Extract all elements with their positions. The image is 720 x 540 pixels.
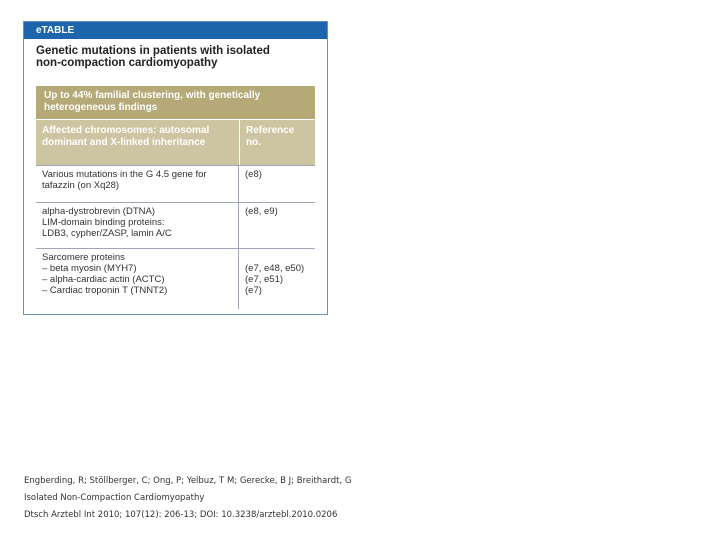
row-description — [36, 203, 239, 248]
header-line: no. — [246, 136, 261, 148]
row-reference — [239, 166, 315, 202]
header-line: dominant and X-linked inheritance — [42, 136, 206, 148]
cell-line: LIM-domain binding proteins: — [42, 217, 165, 228]
etable-title — [24, 39, 327, 75]
cell-line: – alpha-cardiac actin (ACTC) — [42, 274, 165, 285]
cell-line: (e8, e9) — [245, 206, 278, 217]
header-chromosomes — [36, 120, 239, 165]
row-reference — [239, 249, 315, 309]
cell-line: Various mutations in the G 4.5 gene for — [42, 169, 207, 180]
cell-line: Sarcomere proteins — [42, 252, 125, 263]
etable-label: eTABLE — [24, 22, 327, 39]
band-line: heterogeneous findings — [44, 102, 158, 113]
title-line: non-compaction cardiomyopathy — [36, 57, 218, 69]
etable-figure — [23, 21, 328, 315]
cell-line: – beta myosin (MYH7) — [42, 263, 137, 274]
table-row — [36, 202, 315, 248]
row-description — [36, 249, 239, 309]
table-band-heading — [36, 86, 315, 119]
cell-line: LDB3, cypher/ZASP, lamin A/C — [42, 228, 172, 239]
genetics-table — [36, 86, 315, 309]
table-row — [36, 248, 315, 309]
citation-title: Isolated Non-Compaction Cardiomyopathy — [24, 493, 205, 503]
cell-line: (e8) — [245, 169, 262, 180]
citation-authors: Engberding, R; Stöllberger, C; Ong, P; Yelbuz, T M; Gerecke, B J; Breithardt, G — [24, 476, 352, 486]
cell-line: – Cardiac troponin T (TNNT2) — [42, 285, 168, 296]
header-line: Affected chromosomes: autosomal — [42, 125, 210, 136]
citation — [24, 473, 351, 524]
cell-line: alpha-dystrobrevin (DTNA) — [42, 206, 155, 217]
header-line: Reference — [246, 125, 295, 136]
title-line: Genetic mutations in patients with isolated — [36, 45, 270, 57]
cell-line: (e7) — [245, 285, 262, 296]
cell-line — [245, 252, 309, 263]
table-header-row — [36, 120, 315, 165]
row-reference — [239, 203, 315, 248]
cell-line: (e7, e51) — [245, 274, 284, 285]
citation-source: Dtsch Arztebl Int 2010; 107(12): 206-13; DOI: 10.3238/arztebl.2010.0206 — [24, 510, 338, 520]
table-row — [36, 165, 315, 202]
row-description — [36, 166, 239, 202]
cell-line: (e7, e48, e50) — [245, 263, 305, 274]
header-reference — [239, 120, 315, 165]
band-line: Up to 44% familial clustering, with genetically — [44, 90, 261, 101]
cell-line: tafazzin (on Xq28) — [42, 180, 120, 191]
